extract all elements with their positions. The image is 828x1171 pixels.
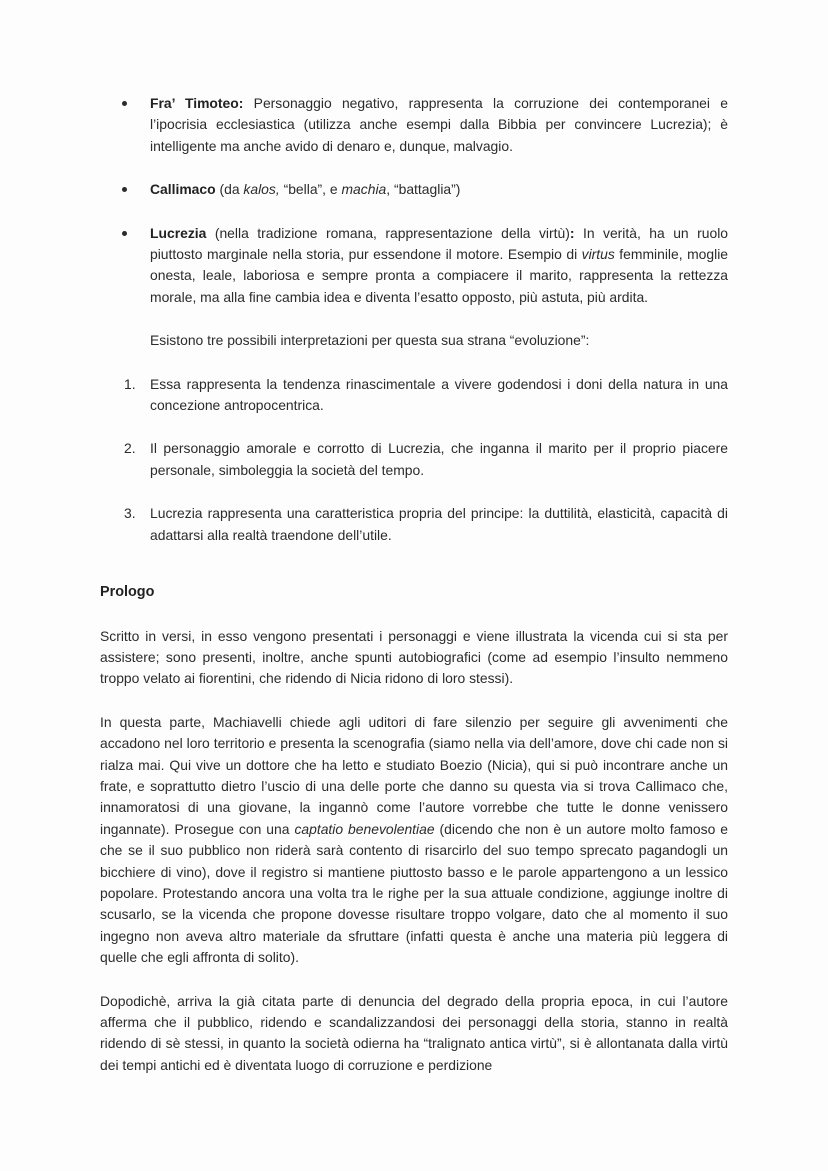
paragraph-text: In questa parte, Machiavelli chiede agli uditori di fare silenzio per seguire gli avvenimenti che accadono nel loro territorio e presenta la scenografia (siamo nella via dell’amore, dove chi cade non si rialza mai. Qui vive un dottore che ha letto e studiato Boezio (Nicia), qui si può incontrare anche un frate, e soprattutto dietro l’uscio di una delle porte che danno su questa via si trova Callimaco che, innamoratosi di una giovane, la ingannò come l’autore vorrebbe che tutte le donne venissero ingannate). Prosegue con una [100, 713, 728, 837]
bullet-text: Personaggio negativo, rappresenta la corruzione dei contemporanei e l’ipocrisia ecclesiastica (utilizza anche esempi dalla Bibbia per convincere Lucrezia); è intelligente ma anche avido di denaro e, dunque, malvagio. [150, 95, 728, 154]
item-number: 1. [124, 375, 136, 392]
bullet-fra-timoteo [100, 93, 728, 157]
item-text: Il personaggio amorale e corrotto di Lucrezia, che inganna il marito per il proprio piacere personale, simboleggia la società del tempo. [150, 440, 728, 478]
character-name: Fra’ Timoteo: [150, 95, 244, 111]
bold-colon: : [569, 224, 575, 241]
character-name: Callimaco [150, 181, 216, 198]
italic-term: virtus [581, 246, 615, 263]
character-name: Lucrezia [150, 224, 207, 241]
bullet-callimaco [100, 179, 728, 200]
section-heading-prologo: Prologo [100, 584, 155, 601]
numbered-item-2 [100, 438, 728, 481]
bullet-text: femminile, moglie onesta, leale, laboriosa e sempre pronta a compiacere il marito, rappresenta la rettezza morale, ma alla fine cambia idea e diventa l’esatto opposto, più astuta, più ardita. [150, 246, 729, 305]
interpretations-intro: Esistono tre possibili interpretazioni per questa sua strana “evoluzione”: [150, 332, 590, 349]
bullet-text: (da [215, 181, 244, 198]
bullet-text: “bella”, e [279, 181, 342, 198]
italic-term: machia [341, 181, 387, 198]
prologo-paragraph-3: Dopodichè, arriva la già citata parte di denuncia del degrado della propria epoca, in cui l’autore afferma che il pubblico, ridendo e scandalizzandosi dei personaggi della storia, stanno in realtà ridendo di sè stessi, in quanto la società odierna ha “tralignato antica virtù”, si è allontanata dalla virtù dei tempi antichi ed è diventata luogo di corruzione e perdizione [100, 992, 728, 1073]
paragraph-text: (dicendo che non è un autore molto famoso e che se il suo pubblico non riderà sarà contento di risarcirlo del suo tempo sprecato pagandogli un bicchiere di vino), dove il registro si mantiene piuttosto basso e le parole appartengono a un lessico popolare. Protestando ancora una volta tra le righe per la sua attuale condizione, aggiunge inoltre di scusarlo, se la vicenda che propone dovesse risultare troppo volgare, dato che al momento il suo ingegno non aveva altro materiale da sfruttare (infatti questa è anche una materia più leggera di quelle che egli affronta di solito). [100, 820, 728, 966]
bullet-text: (nella tradizione romana, rappresentazione della virtù) [206, 224, 570, 241]
italic-term: kalos, [243, 181, 280, 198]
prologo-paragraph-1: Scritto in versi, in esso vengono presentati i personaggi e viene illustrata la vicenda cui si sta per assistere; sono presenti, inoltre, anche spunti autobiografici (come ad esempio l’insulto nemmeno troppo velato ai fiorentini, che ridendo di Nicia ridono di loro stessi). [100, 627, 728, 687]
italic-term: captatio benevolentiae [294, 820, 435, 837]
item-number: 3. [124, 505, 136, 522]
numbered-item-1 [100, 374, 728, 417]
bullet-text: , “battaglia”) [386, 181, 461, 198]
bullet-text: In verità, ha un ruolo piuttosto marginale nella storia, pur essendone il motore. Esempio di [150, 224, 729, 263]
item-number: 2. [124, 440, 136, 457]
numbered-item-3 [100, 503, 728, 546]
item-text: Lucrezia rappresenta una caratteristica propria del principe: la duttilità, elasticità, capacità di adattarsi alla realtà traendone dell’utile. [150, 505, 728, 543]
bullet-lucrezia [100, 223, 728, 309]
prologo-paragraph-2 [100, 712, 728, 969]
item-text: Essa rappresenta la tendenza rinascimentale a vivere godendosi i doni della natura in una concezione antropocentrica. [150, 375, 728, 414]
page-content [100, 93, 728, 1076]
